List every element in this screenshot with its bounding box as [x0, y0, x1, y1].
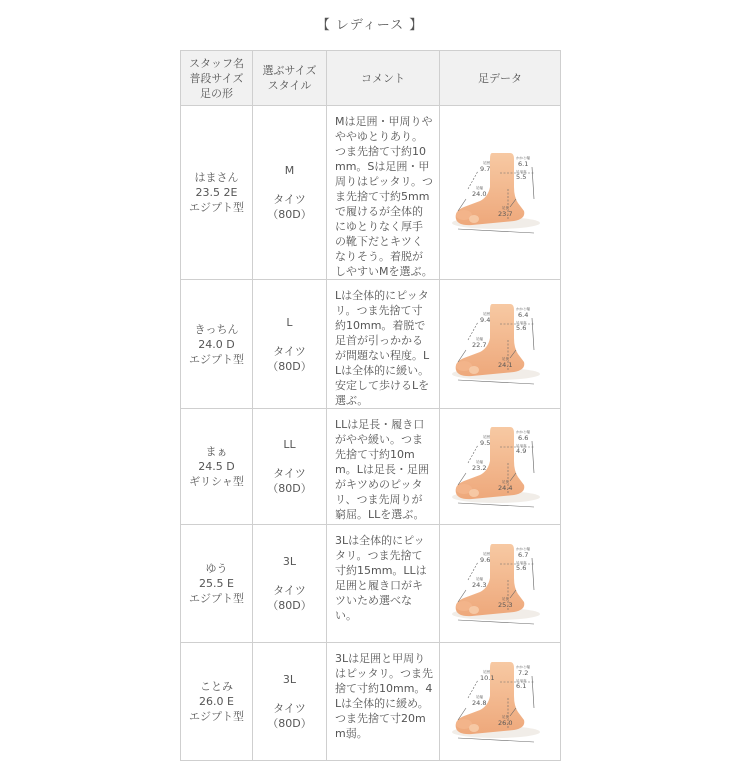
length-value: 24.4 — [498, 483, 513, 492]
instep-height-value: 5.6 — [516, 563, 527, 572]
instep-height-label: 足甲高 — [516, 678, 527, 683]
width-label: 足幅 — [476, 185, 483, 190]
style-value: タイツ （80D） — [267, 193, 312, 221]
girth-label: 足囲 — [483, 434, 490, 439]
length-value: 26.0 — [498, 718, 513, 727]
foot-diagram — [452, 658, 548, 746]
style-value: タイツ （80D） — [267, 584, 312, 612]
table-row — [181, 643, 561, 761]
staff-cell: ことみ 26.0 E エジプト型 — [181, 643, 253, 761]
foot-cell — [440, 106, 561, 280]
width-label: 足幅 — [476, 694, 483, 699]
length-value: 25.3 — [498, 600, 513, 609]
instep-height-value: 5.6 — [516, 324, 527, 332]
header-staff: スタッフ名 普段サイズ 足の形 — [181, 51, 253, 106]
width-label: 足幅 — [476, 459, 483, 464]
heel-width-label: かかと幅 — [516, 546, 530, 551]
comment-cell: Mは足囲・甲周りやややゆとりあり。つま先捨て寸約10mm。Sは足囲・甲周りはピッタリ。つま先捨て寸約5mmで履けるが全体的にゆとりなく厚手の靴下だとキツくなりそう。着脱がしやすいMを選ぶ。 — [327, 106, 440, 280]
foot-diagram — [452, 423, 548, 511]
header-comment: コメント — [327, 51, 440, 106]
width-value: 24.0 — [472, 189, 487, 198]
heel-width-label: かかと幅 — [516, 307, 530, 311]
girth-label: 足囲 — [483, 551, 490, 556]
heel-width-value: 6.4 — [518, 311, 529, 319]
table-row — [181, 106, 561, 280]
table-row — [181, 280, 561, 409]
staff-cell: はまさん 23.5 2E エジプト型 — [181, 106, 253, 280]
heel-width-value: 6.6 — [518, 433, 529, 442]
width-label: 足幅 — [476, 576, 483, 581]
style-value: タイツ （80D） — [267, 344, 312, 373]
instep-height-value: 5.5 — [516, 172, 527, 181]
size-cell — [253, 643, 327, 761]
width-value: 24.8 — [472, 698, 487, 707]
length-label: 足長 — [502, 596, 509, 601]
length-label: 足長 — [502, 479, 509, 484]
comment-cell: Lは全体的にピッタリ。つま先捨て寸約10mm。着脱で足首が引っかかるが問題ない程度。LLは全体的に緩い。安定して歩けるLを選ぶ。 — [327, 280, 440, 409]
heel-width-value: 7.2 — [518, 668, 529, 677]
girth-value: 9.6 — [480, 555, 491, 564]
foot-diagram — [452, 540, 548, 628]
girth-label: 足囲 — [483, 160, 490, 165]
girth-value: 9.5 — [480, 438, 491, 447]
size-value: 3L — [282, 555, 297, 568]
style-value: タイツ （80D） — [267, 467, 312, 495]
foot-cell — [440, 643, 561, 761]
size-cell — [253, 409, 327, 525]
comment-cell: 3Lは足囲と甲周りはピッタリ。つま先捨て寸約10mm。4Lは全体的に緩め。つま先捨て寸20mm弱。 — [327, 643, 440, 761]
staff-cell: ゆう 25.5 E エジプト型 — [181, 525, 253, 643]
instep-height-label: 足甲高 — [516, 443, 527, 448]
size-cell — [253, 106, 327, 280]
size-value: 3L — [282, 673, 297, 686]
instep-height-label: 足甲高 — [516, 169, 527, 174]
heel-width-label: かかと幅 — [516, 155, 530, 160]
foot-diagram — [452, 300, 548, 388]
size-value: L — [286, 315, 293, 329]
style-value: タイツ （80D） — [267, 702, 312, 730]
heel-width-label: かかと幅 — [516, 429, 530, 434]
heel-width-label: かかと幅 — [516, 664, 530, 669]
width-value: 22.7 — [472, 341, 487, 349]
length-label: 足長 — [502, 205, 509, 210]
length-label: 足長 — [502, 714, 509, 719]
foot-cell — [440, 280, 561, 409]
staff-cell: きっちん 24.0 D エジプト型 — [181, 280, 253, 409]
width-label: 足幅 — [476, 337, 483, 341]
size-table — [180, 50, 561, 761]
instep-height-value: 6.1 — [516, 681, 527, 690]
header-foot: 足データ — [440, 51, 561, 106]
comment-cell: LLは足長・履き口がやや緩い。つま先捨て寸約10mm。Lは足長・足囲がキツめのピッタリ、つま先周りが窮屈。LLを選ぶ。 — [327, 409, 440, 525]
girth-label: 足囲 — [483, 669, 490, 674]
foot-cell — [440, 525, 561, 643]
girth-value: 10.1 — [480, 673, 495, 682]
width-value: 24.3 — [472, 580, 487, 589]
comment-cell: 3Lは全体的にピッタリ。つま先捨て寸約15mm。LLは足囲と履き口がキツいため選べない。 — [327, 525, 440, 643]
header-size: 選ぶサイズ スタイル — [253, 51, 327, 106]
heel-width-value: 6.7 — [518, 550, 529, 559]
girth-label: 足囲 — [483, 312, 490, 316]
size-cell — [253, 525, 327, 643]
length-value: 24.1 — [498, 361, 513, 369]
table-row — [181, 409, 561, 525]
size-value: LL — [283, 438, 296, 451]
girth-value: 9.4 — [480, 316, 491, 324]
foot-diagram — [452, 149, 548, 237]
staff-cell: まぁ 24.5 D ギリシャ型 — [181, 409, 253, 525]
instep-height-value: 4.9 — [516, 446, 527, 455]
girth-value: 9.7 — [480, 164, 491, 173]
page-title: 【 レディース 】 — [316, 18, 424, 33]
heel-width-value: 6.1 — [518, 159, 529, 168]
table-header-row — [181, 51, 561, 106]
size-cell — [253, 280, 327, 409]
foot-cell — [440, 409, 561, 525]
length-value: 23.7 — [498, 209, 513, 218]
length-label: 足長 — [502, 357, 509, 361]
size-value: M — [284, 164, 295, 177]
width-value: 23.2 — [472, 463, 487, 472]
instep-height-label: 足甲高 — [516, 321, 527, 325]
table-row — [181, 525, 561, 643]
instep-height-label: 足甲高 — [516, 560, 527, 565]
